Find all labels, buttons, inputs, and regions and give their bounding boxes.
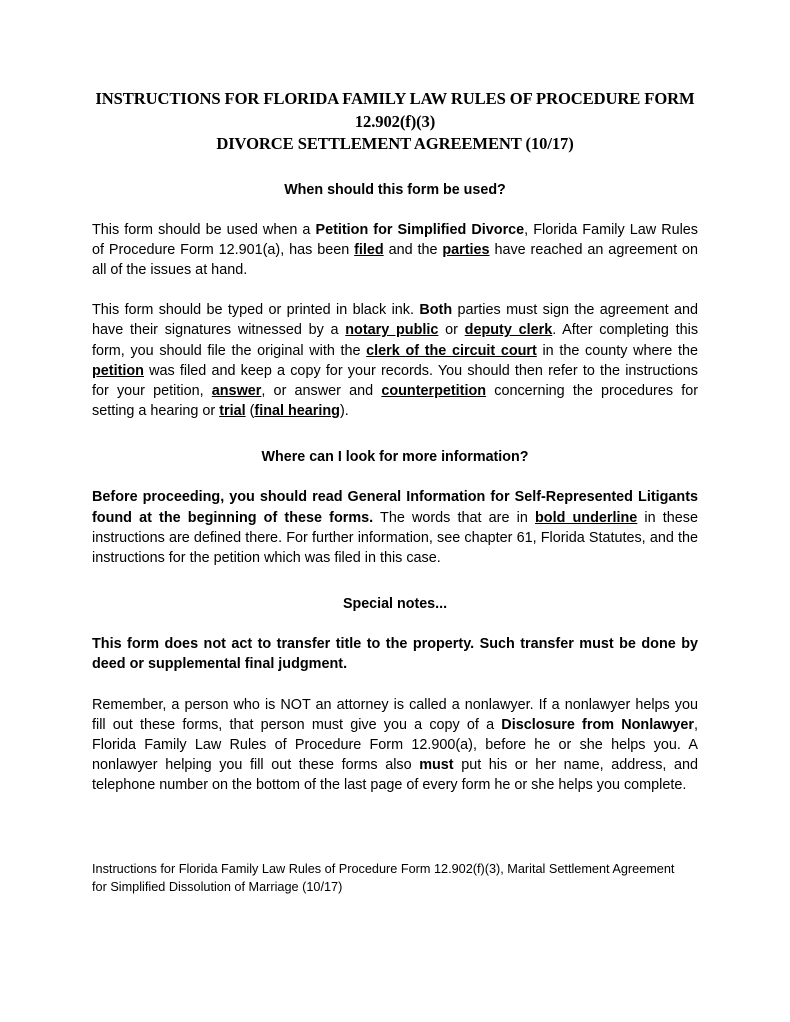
defined-term: answer [211,382,262,399]
text-run: parties must sign the agreement and have their signatures witnessed by a [92,302,698,339]
document-body [92,88,698,796]
text-run: in these instructions are defined there. For further information, see chapter 61, Florida Statutes, and the instructions for the petition which was filed in this case. [92,509,698,566]
defined-term: clerk of the circuit court [366,342,537,359]
text-run: was filed and keep a copy for your records. You should then refer to the instructions for your petition, [92,362,698,399]
text-run: have reached an agreement on all of the issues at hand. [92,241,699,278]
text-run: put his or her name, address, and telephone number on the bottom of the last page of every form he or she helps you complete. [92,757,698,794]
bold-text: Disclosure from Nonlawyer [501,716,694,733]
text-run: , Florida Family Law Rules of Procedure Form 12.900(a), before he or she helps you. A nonlawyer helping you fill out these forms also [92,716,698,774]
paragraph [92,300,698,421]
defined-term: bold underline [534,509,638,526]
defined-term: petition [92,362,144,379]
bold-text: Both [419,302,453,319]
bold-text: must [419,757,454,774]
paragraph [92,634,698,674]
footer-line-1: Instructions for Florida Family Law Rules of Procedure Form 12.902(f)(3), Marital Settlement Agreement [92,862,675,876]
text-run: . After completing this form, you should file the original with the [92,322,699,359]
text-run: concerning the procedures for setting a hearing or [92,382,699,420]
bold-text: Before proceeding, you should read General Information for Self-Represented Litigants found at the beginning of these forms. [92,489,698,526]
defined-term: parties [442,241,490,258]
document-title-line-1: INSTRUCTIONS FOR FLORIDA FAMILY LAW RULES OF PROCEDURE FORM [95,89,695,108]
document-footer [92,861,702,896]
document-title-line-3: DIVORCE SETTLEMENT AGREEMENT (10/17) [216,134,574,153]
text-run: ). [339,403,349,420]
document-title [92,88,698,156]
paragraph [92,487,698,568]
defined-term: notary public [345,322,439,339]
text-run: ( [245,403,255,420]
bold-text: Petition for Simplified Divorce [315,221,525,238]
text-run: Remember, a person who is NOT an attorney is called a nonlawyer. If a nonlawyer helps you fill out these forms, that person must give you a copy of a [92,696,698,733]
text-run: and the [383,241,443,258]
defined-term: final hearing [254,403,340,420]
defined-term: deputy clerk [464,322,553,339]
paragraph [92,695,698,796]
defined-term: filed [354,241,384,258]
text-run: This form should be typed or printed in black ink. [92,302,420,319]
text-run: in the county where the [536,342,698,359]
paragraph [92,220,698,281]
text-run: , Florida Family Law Rules of Procedure Form 12.901(a), has been [92,221,698,258]
document-title-line-2: 12.902(f)(3) [354,111,436,131]
section-heading: Special notes... [342,596,448,613]
document-sections [92,180,698,796]
text-run: This form should be used when a [92,221,316,238]
bold-text: This form does not act to transfer title to the property. Such transfer must be done by deed or supplemental final judgment. [92,636,698,673]
footer-line-2: for Simplified Dissolution of Marriage (10/17) [92,879,343,894]
text-run: , or answer and [261,382,382,399]
section-heading: When should this form be used? [284,181,506,198]
defined-term: trial [219,403,246,420]
defined-term: counterpetition [381,382,487,399]
text-run: or [438,322,465,339]
text-run: The words that are in [373,509,535,526]
section-heading: Where can I look for more information? [261,449,529,466]
